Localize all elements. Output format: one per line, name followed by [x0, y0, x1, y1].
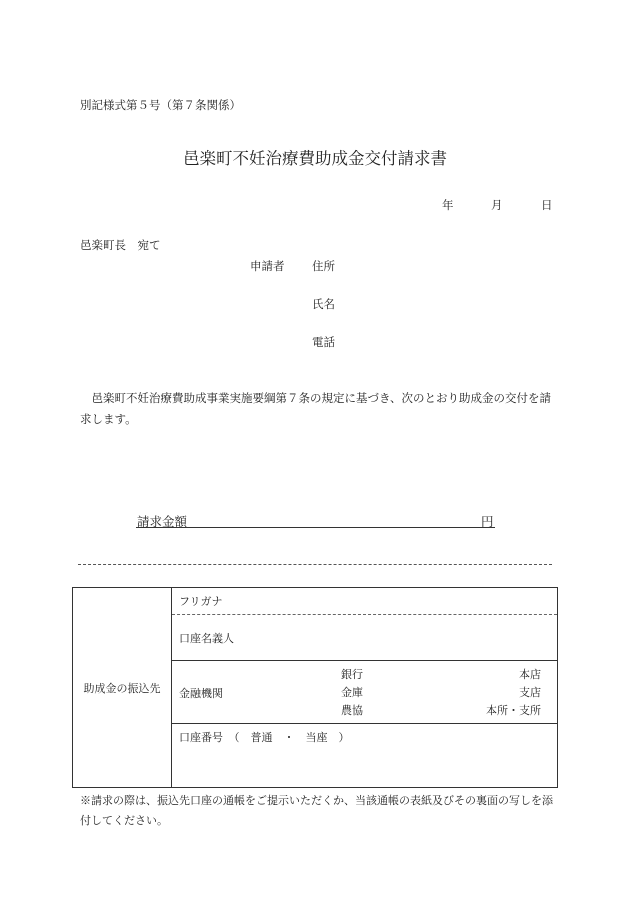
bank-type-nokyo: 農協 — [341, 704, 363, 717]
addressee: 邑楽町長 宛て — [80, 238, 161, 252]
phone-field-label: 電話 — [312, 335, 335, 349]
cut-line — [78, 564, 552, 565]
amount-label: 請求金額 — [137, 514, 188, 529]
date-day-label: 日 — [541, 198, 553, 212]
account-holder-field[interactable] — [172, 615, 558, 661]
request-body-text: 邑楽町不妊治療費助成事業実施要綱第７条の規定に基づき、次のとおり助成金の交付を請求します。 — [80, 391, 552, 426]
name-field-label: 氏名 — [312, 297, 335, 311]
branch-type-shiten: 支店 — [519, 686, 541, 699]
applicant-label: 申請者 — [250, 259, 285, 273]
account-holder-label: 口座名義人 — [179, 631, 234, 645]
branch-type-options — [486, 666, 541, 720]
footnote: ※請求の際は、振込先口座の通帳をご提示いただくか、当該通帳の表紙及びその裏面の写しを添付してください。 — [80, 794, 553, 827]
account-number-field[interactable] — [172, 724, 558, 788]
furigana-field[interactable] — [172, 588, 558, 615]
date-year-label: 年 — [442, 198, 454, 212]
financial-institution-label: 金融機関 — [179, 687, 223, 700]
bank-type-ginko: 銀行 — [341, 668, 363, 681]
bank-transfer-table — [72, 587, 558, 788]
branch-type-honten: 本店 — [519, 668, 541, 681]
document-title: 邑楽町不妊治療費助成金交付請求書 — [183, 149, 447, 168]
transfer-destination-label: 助成金の振込先 — [73, 588, 172, 788]
financial-institution-field[interactable] — [172, 661, 558, 724]
address-field-label: 住所 — [312, 259, 335, 273]
bank-type-kinko: 金庫 — [341, 686, 363, 699]
amount-unit: 円 — [481, 514, 494, 529]
form-number-label: 別記様式第５号（第７条関係） — [80, 98, 241, 112]
account-number-label: 口座番号 （ 普通 ・ 当座 ） — [179, 731, 350, 744]
furigana-label: フリガナ — [179, 595, 223, 608]
branch-type-honsho-shisho: 本所・支所 — [486, 704, 541, 717]
bank-type-options — [341, 666, 363, 720]
date-month-label: 月 — [491, 198, 503, 212]
amount-entry-line[interactable] — [136, 527, 495, 528]
